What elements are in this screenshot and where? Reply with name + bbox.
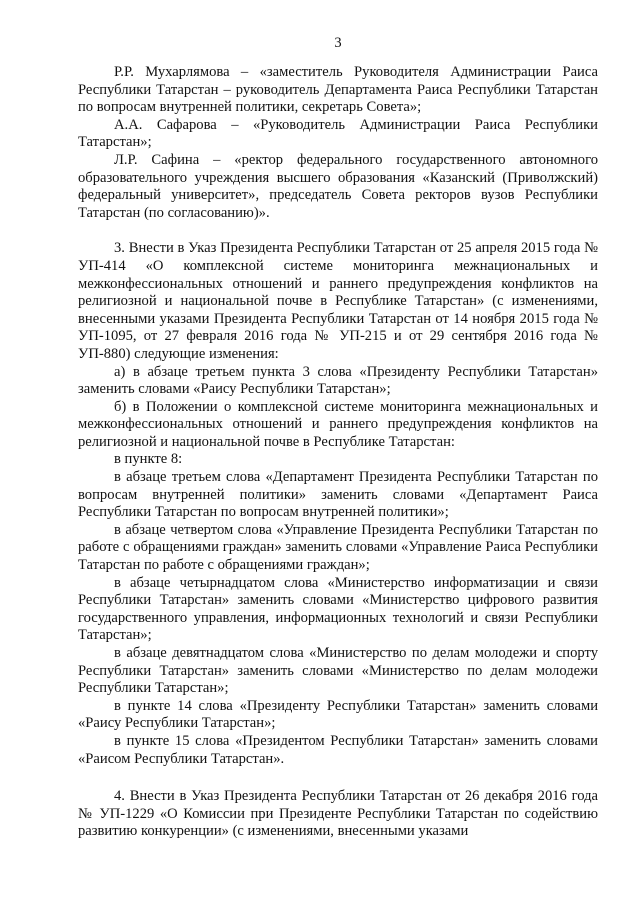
paragraph-point-14: в пункте 14 слова «Президенту Республики Татарстан» заменить словами «Раису Республики Татарстан»; [78, 697, 598, 732]
paragraph-abzac-4: в абзаце четвертом слова «Управление Президента Республики Татарстан по работе с обращениями граждан» заменить словами «Управление Раиса Республики Татарстан по работе с обращениями граждан»; [78, 521, 598, 574]
paragraph-safina: Л.Р. Сафина – «ректор федерального государственного автономного образовательного учреждения высшего образования «Казанский (Приволжский) федеральный университет», председатель Совета ректоров вузов Республики Татарстан (по согласованию)». [78, 151, 598, 221]
paragraph-abzac-3: в абзаце третьем слова «Департамент Президента Республики Татарстан по вопросам внутренней политики» заменить словами «Департамент Раиса Республики Татарстан по вопросам внутренней политики»; [78, 469, 598, 521]
paragraph-safarova: А.А. Сафарова – «Руководитель Администрации Раиса Республики Татарстан»; [78, 116, 598, 151]
paragraph-point-15: в пункте 15 слова «Президентом Республики Татарстан» заменить словами «Раисом Республики Татарстан». [78, 732, 598, 767]
section-gap [78, 768, 598, 788]
paragraph-mukharlyamova: Р.Р. Мухарлямова – «заместитель Руководителя Администрации Раиса Республики Татарстан – руководитель Департамента Раиса Республики Татарстан по вопросам внутренней политики, секретарь Совета»; [78, 64, 598, 116]
paragraph-abzac-14: в абзаце четырнадцатом слова «Министерство информатизации и связи Республики Татарстан» заменить словами «Министерство цифрового развития государственного управления, информационных технологий и связи Республики Татарстан»; [78, 574, 598, 644]
paragraph-point-8: в пункте 8: [114, 451, 183, 468]
paragraph-item-3: 3. Внести в Указ Президента Республики Татарстан от 25 апреля 2015 года № УП-414 «О комплексной системе мониторинга межнациональных и межконфессиональных отношений и раннего предупреждения конфликтов на религиозной и национальной почве в Республике Татарстан» (с изменениями, внесенными указами Президента Республики Татарстан от 14 ноября 2015 года № УП-1095, от 27 февраля 2016 года № УП-215 и от 29 сентября 2016 года № УП-880) следующие изменения: [78, 240, 598, 362]
paragraph-item-4: 4. Внести в Указ Президента Республики Татарстан от 26 декабря 2016 года № УП-1229 «О Комиссии при Президенте Республики Татарстан по содействию развитию конкуренции» (с изменениями, внесенными указами [78, 788, 598, 840]
section-gap [78, 222, 598, 240]
page-number: 3 [334, 35, 342, 51]
paragraph-item-3b: б) в Положении о комплексной системе мониторинга межнациональных и межконфессиональных отношений и раннего предупреждения конфликтов на религиозной и национальной почве в Республике Татарстан: [78, 398, 598, 450]
paragraph-abzac-19: в абзаце девятнадцатом слова «Министерство по делам молодежи и спорту Республики Татарстан» заменить словами «Министерство по делам молодежи Республики Татарстан»; [78, 645, 598, 697]
paragraph-item-3a: а) в абзаце третьем пункта 3 слова «Президенту Республики Татарстан» заменить словами «Раису Республики Татарстан»; [78, 363, 598, 398]
